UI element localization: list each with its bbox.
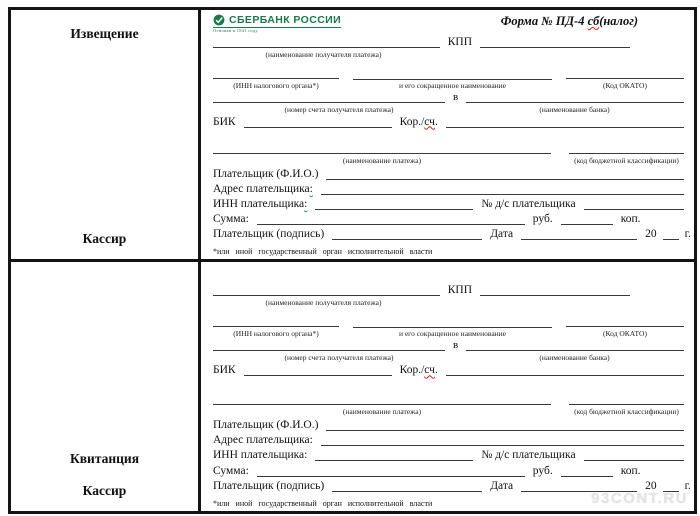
korr-account-line	[446, 125, 684, 128]
section-notice	[11, 10, 694, 262]
year-prefix: 20	[645, 227, 657, 240]
payment-name-row	[213, 397, 684, 406]
payer-address-row	[213, 181, 684, 196]
payer-inn-line	[315, 458, 473, 461]
kbk-caption: (код бюджетной классификации)	[574, 406, 679, 416]
payer-name-line	[326, 428, 684, 431]
payer-inn-colon: :	[304, 197, 308, 210]
payer-address-text: Адрес плательщика	[213, 434, 310, 447]
payer-account-line	[584, 458, 684, 461]
sberbank-logo	[213, 14, 341, 33]
korr-account-line	[446, 373, 684, 376]
payer-inn-colon: :	[304, 449, 308, 462]
korr-suffix: .	[434, 364, 438, 377]
payer-account-label: № д/с плательщика	[481, 449, 576, 462]
payer-inn-text: ИНН плательщика	[213, 449, 305, 462]
inn-authority-line	[213, 76, 339, 79]
payment-name-captions	[213, 407, 684, 417]
payer-name-row	[213, 166, 684, 181]
amount-row	[213, 462, 684, 477]
bank-name-line	[466, 100, 684, 103]
year-line	[663, 237, 679, 240]
payer-account-label: № д/с плательщика	[481, 197, 576, 210]
kpp-line	[480, 293, 630, 296]
recipient-caption-row	[213, 50, 684, 59]
authority-captions-row	[213, 329, 684, 339]
bik-row	[213, 115, 684, 129]
recipient-caption-row	[213, 298, 684, 308]
recipient-caption: (наименование получателя платежа)	[265, 49, 382, 59]
bank-name-caption: (наименование банка)	[539, 353, 610, 363]
kbk-caption: (код бюджетной классификации)	[574, 156, 679, 166]
watermark: 93CONT.RU	[591, 490, 688, 507]
payer-inn-label	[213, 198, 307, 211]
sberbank-check-icon	[213, 14, 225, 26]
short-name-caption: и его сокращенное наименование	[398, 328, 507, 338]
payer-name-label: Плательщик (Ф.И.О.)	[213, 418, 319, 431]
amount-rub-line	[257, 474, 525, 477]
form-header	[213, 14, 684, 35]
bik-row	[213, 363, 684, 377]
okato-caption: (Код ОКАТО)	[603, 80, 647, 90]
receipt-left-column	[11, 262, 201, 511]
payment-name-row	[213, 147, 684, 155]
date-label: Дата	[490, 480, 514, 493]
year-suffix: г.	[684, 227, 691, 240]
kbk-line	[569, 402, 684, 405]
date-label: Дата	[490, 227, 514, 240]
korr-account-label	[400, 116, 438, 129]
spacer	[551, 156, 569, 165]
rub-label: руб.	[532, 212, 553, 225]
recipient-name-line	[213, 45, 440, 48]
signature-row	[213, 226, 691, 241]
korr-account-label	[400, 364, 438, 377]
bik-label: БИК	[213, 115, 236, 128]
account-bank-captions	[213, 353, 684, 363]
payer-name-line	[326, 177, 684, 180]
payment-name-captions	[213, 156, 684, 165]
payer-address-line	[321, 192, 684, 195]
authority-captions-row	[213, 81, 684, 90]
account-number-caption: (номер счета получателя платежа)	[284, 353, 394, 363]
kop-label: коп.	[620, 212, 641, 225]
payer-inn-row	[213, 196, 684, 211]
amount-kop-line	[561, 474, 613, 477]
payment-name-caption: (наименование платежа)	[342, 406, 422, 416]
payment-name-caption: (наименование платежа)	[342, 156, 422, 166]
payer-address-colon: :	[309, 434, 313, 447]
payer-signature-label: Плательщик (подпись)	[213, 480, 325, 493]
korr-prefix: Кор./	[399, 115, 425, 128]
cashier-label: Кассир	[82, 231, 127, 246]
korr-highlight: сч	[424, 115, 435, 128]
footnote: *или иной государственный орган исполнительной власти	[213, 246, 433, 256]
notice-left-column	[11, 10, 201, 259]
okato-caption: (Код ОКАТО)	[603, 328, 647, 338]
kpp-label: КПП	[447, 283, 472, 296]
account-bank-row	[213, 91, 684, 104]
kop-label: коп.	[620, 464, 641, 477]
payer-address-row	[213, 432, 684, 447]
bik-label: БИК	[213, 364, 236, 377]
notice-label: Извещение	[70, 26, 139, 41]
account-bank-captions	[213, 105, 684, 114]
bank-name-caption: (наименование банка)	[539, 105, 610, 115]
korr-suffix: .	[434, 115, 438, 128]
kpp-row	[213, 283, 684, 296]
payer-address-text: Адрес плательщика	[213, 182, 310, 195]
amount-rub-line	[257, 222, 525, 225]
footnote: *или иной государственный орган исполнительной власти	[213, 499, 433, 509]
receipt-label: Квитанция	[69, 451, 140, 466]
payer-address-label	[213, 183, 313, 196]
section-receipt	[11, 262, 694, 511]
spacer	[551, 407, 569, 417]
form-title-highlight: сб	[587, 14, 600, 28]
payer-address-colon: :	[309, 182, 313, 195]
signature-line	[332, 489, 482, 492]
payer-address-label	[213, 434, 313, 447]
spacer	[213, 266, 684, 283]
sberbank-logo-row	[213, 14, 341, 28]
amount-label: Сумма:	[213, 464, 249, 477]
authority-lines-row	[213, 69, 684, 79]
account-number-caption: (номер счета получателя платежа)	[284, 105, 394, 115]
payment-name-line	[213, 402, 551, 405]
in-preposition: в	[453, 91, 459, 104]
kpp-row	[213, 36, 684, 49]
amount-kop-line	[561, 222, 613, 225]
notice-form-body	[201, 10, 694, 259]
year-suffix: г.	[684, 480, 691, 493]
bank-tagline: Основан в 1841 году	[213, 28, 258, 33]
cashier-label: Кассир	[82, 483, 127, 498]
short-name-line	[353, 77, 552, 80]
account-number-line	[213, 100, 445, 103]
payer-inn-text: ИНН плательщика	[213, 197, 305, 210]
payer-inn-row	[213, 447, 684, 462]
recipient-caption: (наименование получателя платежа)	[265, 297, 382, 307]
signature-line	[332, 237, 482, 240]
form-title	[501, 14, 638, 29]
inn-authority-line	[213, 324, 339, 327]
year-prefix: 20	[645, 480, 657, 493]
authority-lines-row	[213, 317, 684, 328]
short-name-caption: и его сокращенное наименование	[398, 80, 507, 90]
payer-account-line	[584, 207, 684, 210]
bank-name: СБЕРБАНК РОССИИ	[229, 14, 342, 26]
payer-inn-line	[315, 207, 473, 210]
in-preposition: в	[453, 339, 459, 352]
form-title-suffix: (налог)	[599, 14, 638, 28]
kpp-label: КПП	[447, 35, 472, 48]
kpp-line	[480, 45, 630, 48]
payer-signature-label: Плательщик (подпись)	[213, 227, 325, 240]
bik-line	[244, 125, 392, 128]
date-line	[521, 237, 637, 240]
rub-label: руб.	[532, 464, 553, 477]
form-pd4	[8, 7, 697, 514]
short-name-line	[353, 325, 552, 328]
korr-highlight: сч	[424, 364, 435, 377]
inn-authority-caption: (ИНН налогового органа*)	[233, 80, 319, 90]
payer-address-line	[321, 443, 684, 446]
form-title-prefix: Форма № ПД-4	[500, 14, 588, 28]
amount-label: Сумма:	[213, 212, 249, 225]
bank-name-line	[466, 348, 684, 351]
bik-line	[244, 373, 392, 376]
receipt-form-body	[201, 262, 694, 511]
recipient-name-line	[213, 293, 440, 296]
okato-line	[566, 324, 684, 327]
okato-line	[566, 76, 684, 79]
inn-authority-caption: (ИНН налогового органа*)	[233, 328, 319, 338]
amount-row	[213, 211, 684, 226]
payer-name-row	[213, 416, 684, 431]
payer-name-label: Плательщик (Ф.И.О.)	[213, 167, 319, 180]
kbk-line	[569, 151, 684, 154]
payer-inn-label	[213, 449, 307, 462]
payment-name-line	[213, 151, 551, 154]
account-bank-row	[213, 339, 684, 352]
korr-prefix: Кор./	[399, 364, 425, 377]
account-number-line	[213, 348, 445, 351]
